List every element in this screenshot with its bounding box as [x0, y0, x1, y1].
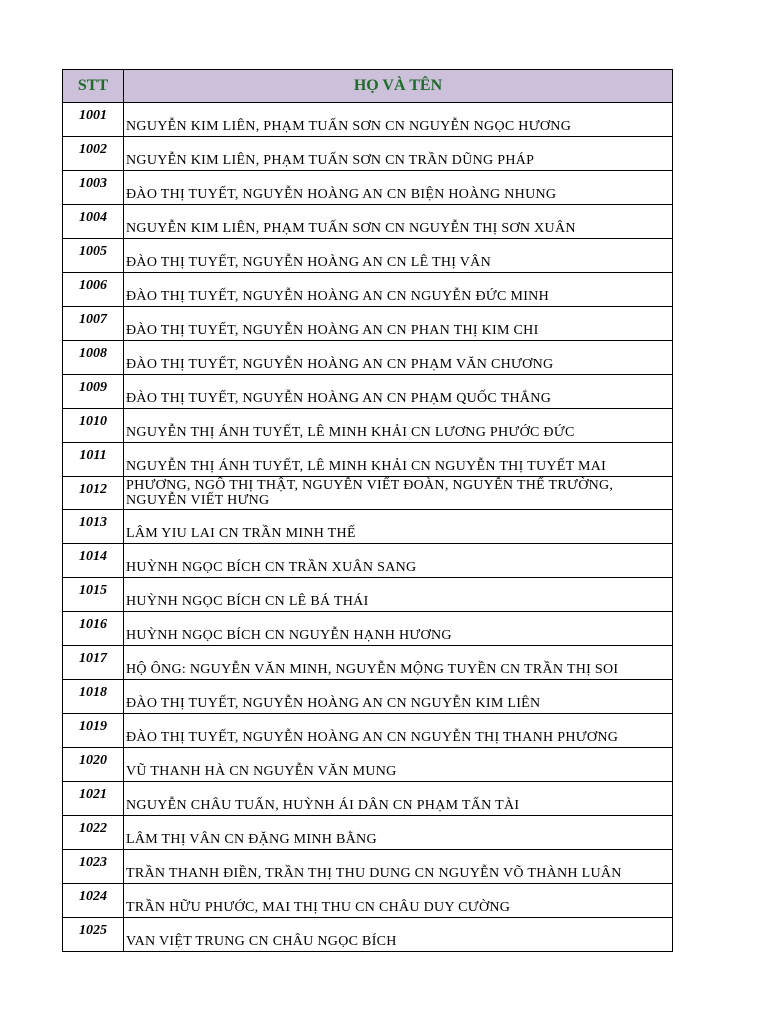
- row-name: ĐÀO THỊ TUYẾT, NGUYỄN HOÀNG AN CN BIỆN HOÀNG NHUNG: [124, 171, 673, 205]
- table-row: [63, 578, 673, 612]
- table-row: [63, 103, 673, 137]
- row-stt: 1005: [63, 239, 124, 273]
- row-name: ĐÀO THỊ TUYẾT, NGUYỄN HOÀNG AN CN PHAN THỊ KIM CHI: [124, 307, 673, 341]
- header-row: [63, 70, 673, 103]
- row-stt: 1023: [63, 850, 124, 884]
- row-stt: 1001: [63, 103, 124, 137]
- row-stt: 1012: [63, 477, 124, 510]
- row-name: HUỲNH NGỌC BÍCH CN TRẦN XUÂN SANG: [124, 544, 673, 578]
- row-stt: 1004: [63, 205, 124, 239]
- row-stt: 1018: [63, 680, 124, 714]
- table-row: [63, 307, 673, 341]
- table-row: [63, 884, 673, 918]
- row-name: NGUYỄN THỊ ÁNH TUYẾT, LÊ MINH KHẢI CN LƯƠNG PHƯỚC ĐỨC: [124, 409, 673, 443]
- row-stt: 1013: [63, 510, 124, 544]
- row-stt: 1021: [63, 782, 124, 816]
- row-name: HUỲNH NGỌC BÍCH CN LÊ BÁ THÁI: [124, 578, 673, 612]
- row-name: ĐÀO THỊ TUYẾT, NGUYỄN HOÀNG AN CN NGUYỄN KIM LIÊN: [124, 680, 673, 714]
- row-name: ĐÀO THỊ TUYẾT, NGUYỄN HOÀNG AN CN NGUYỄN THỊ THANH PHƯƠNG: [124, 714, 673, 748]
- table-row: [63, 205, 673, 239]
- header-stt: STT: [63, 70, 124, 103]
- row-stt: 1020: [63, 748, 124, 782]
- row-name: VŨ THANH HÀ CN NGUYỄN VĂN MUNG: [124, 748, 673, 782]
- row-stt: 1025: [63, 918, 124, 952]
- row-name: LÂM YIU LAI CN TRẦN MINH THẾ: [124, 510, 673, 544]
- table-row: [63, 137, 673, 171]
- row-stt: 1019: [63, 714, 124, 748]
- row-stt: 1014: [63, 544, 124, 578]
- row-name: LÂM THỊ VÂN CN ĐẶNG MINH BẰNG: [124, 816, 673, 850]
- row-stt: 1017: [63, 646, 124, 680]
- row-name: HỘ ÔNG: NGUYỄN VĂN MINH, NGUYỄN MỘNG TUYỀN CN TRẦN THỊ SOI: [124, 646, 673, 680]
- row-stt: 1009: [63, 375, 124, 409]
- table-row: [63, 409, 673, 443]
- row-name: NGUYỄN KIM LIÊN, PHẠM TUẤN SƠN CN NGUYỄN THỊ SƠN XUÂN: [124, 205, 673, 239]
- row-name: NGUYỄN KIM LIÊN, PHẠM TUẤN SƠN CN NGUYỄN NGỌC HƯƠNG: [124, 103, 673, 137]
- table-row: [63, 612, 673, 646]
- table-row: [63, 341, 673, 375]
- row-stt: 1022: [63, 816, 124, 850]
- row-name: PHƯƠNG, NGÔ THỊ THẬT, NGUYỄN VIẾT ĐOÀN, NGUYỄN THẾ TRƯỜNG, NGUYỄN VIẾT HƯNG: [124, 477, 673, 510]
- row-stt: 1008: [63, 341, 124, 375]
- row-name: ĐÀO THỊ TUYẾT, NGUYỄN HOÀNG AN CN PHẠM VĂN CHƯƠNG: [124, 341, 673, 375]
- table-row: [63, 918, 673, 952]
- table-row: [63, 443, 673, 477]
- table-row: [63, 850, 673, 884]
- row-name: ĐÀO THỊ TUYẾT, NGUYỄN HOÀNG AN CN NGUYỄN ĐỨC MINH: [124, 273, 673, 307]
- table-row: [63, 239, 673, 273]
- table-row: [63, 171, 673, 205]
- table-row: [63, 816, 673, 850]
- row-name: VAN VIỆT TRUNG CN CHÂU NGỌC BÍCH: [124, 918, 673, 952]
- row-name: TRẦN HỮU PHƯỚC, MAI THỊ THU CN CHÂU DUY CƯỜNG: [124, 884, 673, 918]
- row-stt: 1002: [63, 137, 124, 171]
- table-row: [63, 714, 673, 748]
- table-row: [63, 510, 673, 544]
- table-row: [63, 375, 673, 409]
- header-name: HỌ VÀ TÊN: [124, 70, 673, 103]
- table-row: [63, 477, 673, 510]
- row-name: TRẦN THANH ĐIỀN, TRẦN THỊ THU DUNG CN NGUYỄN VÕ THÀNH LUÂN: [124, 850, 673, 884]
- row-stt: 1003: [63, 171, 124, 205]
- row-stt: 1010: [63, 409, 124, 443]
- records-table: [62, 69, 673, 952]
- table-row: [63, 273, 673, 307]
- row-stt: 1024: [63, 884, 124, 918]
- row-name: NGUYỄN THỊ ÁNH TUYẾT, LÊ MINH KHẢI CN NGUYỄN THỊ TUYẾT MAI: [124, 443, 673, 477]
- table-row: [63, 782, 673, 816]
- row-name: HUỲNH NGỌC BÍCH CN NGUYỄN HẠNH HƯƠNG: [124, 612, 673, 646]
- table-row: [63, 680, 673, 714]
- row-name: ĐÀO THỊ TUYẾT, NGUYỄN HOÀNG AN CN LÊ THỊ VÂN: [124, 239, 673, 273]
- row-name: NGUYỄN CHÂU TUẤN, HUỲNH ÁI DÂN CN PHẠM TẤN TÀI: [124, 782, 673, 816]
- table-row: [63, 748, 673, 782]
- table-row: [63, 646, 673, 680]
- row-name: NGUYỄN KIM LIÊN, PHẠM TUẤN SƠN CN TRẦN DŨNG PHÁP: [124, 137, 673, 171]
- row-stt: 1007: [63, 307, 124, 341]
- row-stt: 1006: [63, 273, 124, 307]
- table-row: [63, 544, 673, 578]
- row-stt: 1016: [63, 612, 124, 646]
- row-stt: 1015: [63, 578, 124, 612]
- row-name: ĐÀO THỊ TUYẾT, NGUYỄN HOÀNG AN CN PHẠM QUỐC THẮNG: [124, 375, 673, 409]
- row-stt: 1011: [63, 443, 124, 477]
